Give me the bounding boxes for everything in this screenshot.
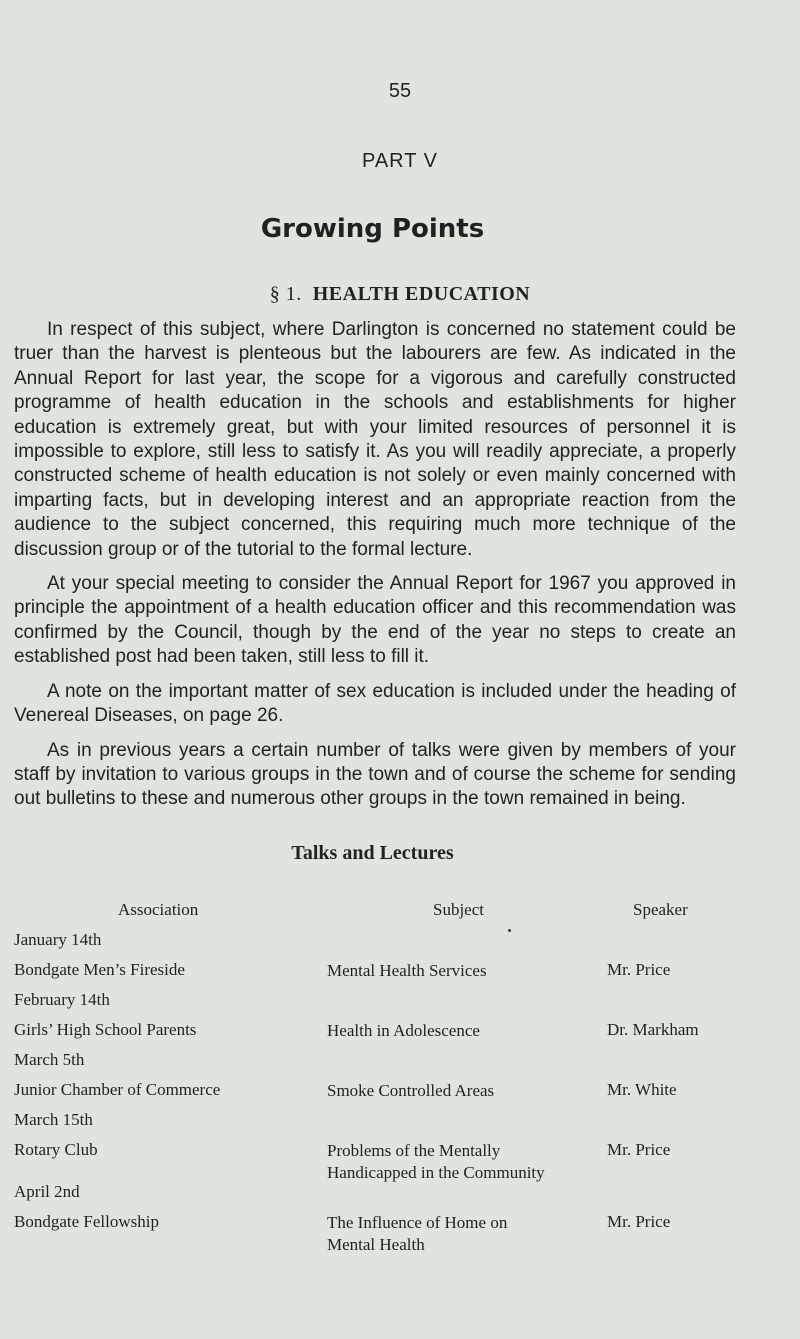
talk-date: January 14th xyxy=(14,930,102,949)
talk-subject-line: Smoke Controlled Areas xyxy=(327,1081,495,1100)
paragraph: As in previous years a certain number of talks were given by members of your staff by invitation to various groups in the town and of course the scheme for sending out bulletins to these and numerous other groups in the town remained in being. xyxy=(14,739,736,810)
body-text xyxy=(14,318,736,822)
talk-subject-line: Mental Health xyxy=(327,1235,425,1254)
paragraph: At your special meeting to consider the Annual Report for 1967 you approved in principle the appointment of a health education officer and this recommendation was confirmed by the Council, though by the end of the year no steps to create an established post had been taken, still less to fill it. xyxy=(14,573,736,668)
paragraph: A note on the important matter of sex education is included under the heading of Venereal Diseases, on page 26. xyxy=(14,680,736,727)
table-row xyxy=(0,990,800,1050)
talk-speaker: Mr. Price xyxy=(607,1212,671,1231)
talk-date: March 5th xyxy=(14,1050,85,1069)
talk-speaker: Mr. Price xyxy=(607,1140,671,1159)
talk-subject-line: Handicapped in the Community xyxy=(327,1163,545,1182)
talk-subject-line: Health in Adolescence xyxy=(327,1021,480,1040)
section-number: § 1. xyxy=(269,283,302,305)
talk-subject xyxy=(327,1212,507,1256)
talk-association: Rotary Club xyxy=(14,1140,98,1159)
section-heading xyxy=(0,283,800,306)
talk-subject xyxy=(327,1080,494,1102)
talk-speaker: Dr. Markham xyxy=(607,1020,699,1039)
talk-date: March 15th xyxy=(14,1110,93,1129)
table-row xyxy=(0,1110,800,1182)
column-header-subject: Subject xyxy=(433,900,484,919)
table-row xyxy=(0,1050,800,1110)
page-title: Growing Points xyxy=(260,214,485,244)
talk-association: Bondgate Men’s Fireside xyxy=(14,960,185,979)
section-title: HEALTH EDUCATION xyxy=(312,283,531,305)
talks-table-title: Talks and Lectures xyxy=(291,842,454,864)
table-row xyxy=(0,1182,800,1254)
talk-subject-line: Problems of the Mentally xyxy=(327,1141,501,1160)
talk-association: Bondgate Fellowship xyxy=(14,1212,159,1231)
talk-association: Junior Chamber of Commerce xyxy=(14,1080,221,1099)
column-header-speaker: Speaker xyxy=(633,900,688,919)
talk-subject xyxy=(327,1140,545,1184)
talk-association: Girls’ High School Parents xyxy=(14,1020,197,1039)
paragraph: In respect of this subject, where Darlington is concerned no statement could be truer than the harvest is plenteous but the labourers are few. As indicated in the Annual Report for last year, the scope for a vigorous and carefully constructed programme of health education in the schools and establishments for higher education is extremely great, but with your limited resources of personnel it is impossible to explore, still less to satisfy it. As you will readily appreciate, a properly constructed scheme of health education is not solely or even mainly concerned with imparting facts, but in developing interest and an appropriate reaction from the audience to the subject concerned, this requiring much more technique of the discussion group or of the tutorial to the formal lecture. xyxy=(14,319,736,560)
table-row xyxy=(0,930,800,990)
talk-date: February 14th xyxy=(14,990,110,1009)
talk-speaker: Mr. Price xyxy=(607,960,671,979)
talk-subject-line: The Influence of Home on xyxy=(327,1213,508,1232)
column-header-association: Association xyxy=(118,900,199,919)
talk-subject xyxy=(327,1020,480,1042)
talk-date: April 2nd xyxy=(14,1182,80,1201)
part-heading: PART V xyxy=(361,150,439,172)
page-number: 55 xyxy=(388,80,412,102)
talk-speaker: Mr. White xyxy=(607,1080,677,1099)
talk-subject-line: Mental Health Services xyxy=(327,961,487,980)
talk-subject xyxy=(327,960,487,982)
